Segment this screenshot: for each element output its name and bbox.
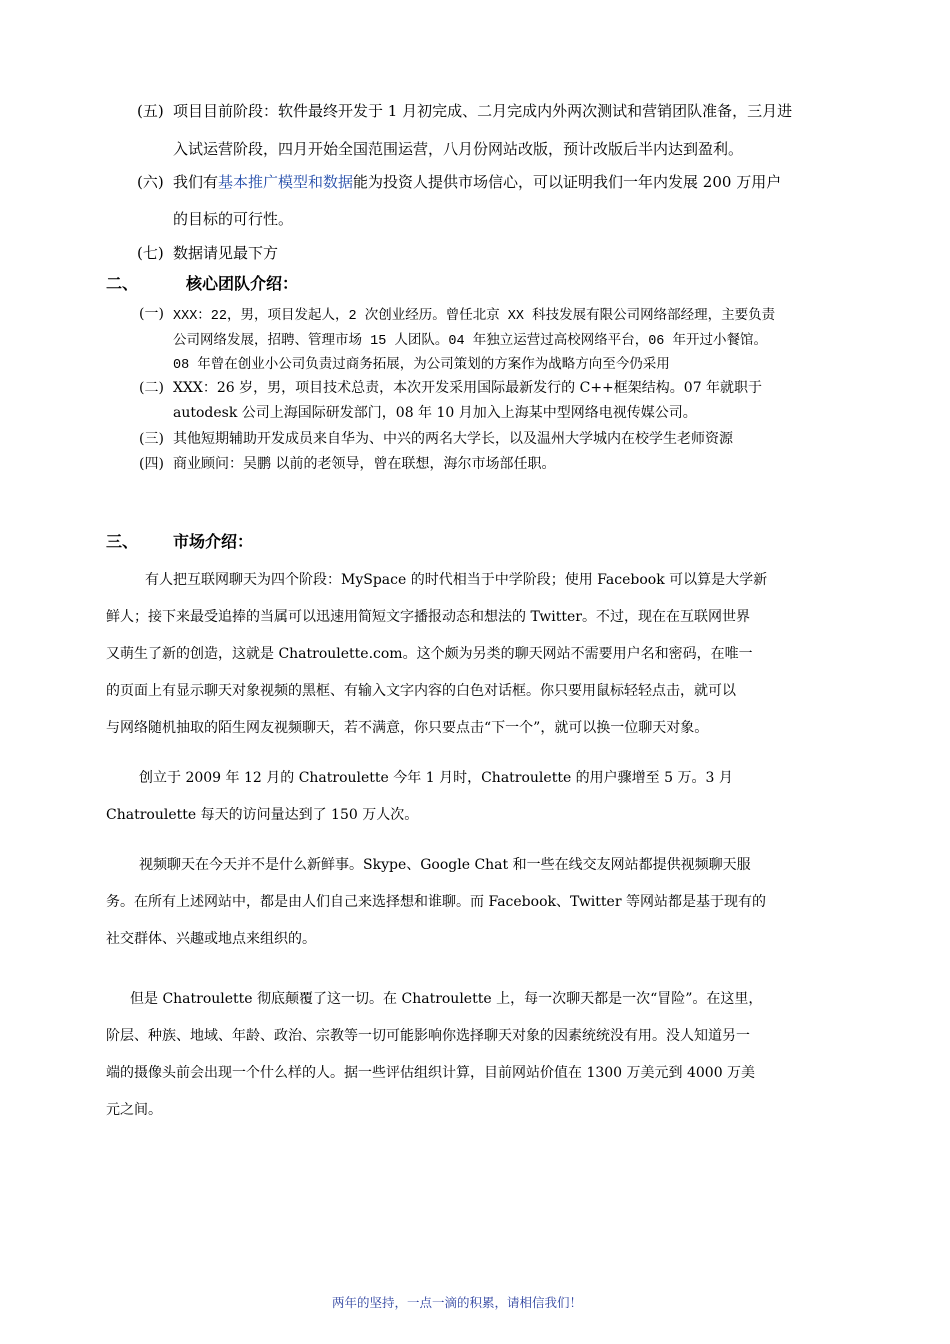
team-marker-4: (四) [139,456,164,472]
team-member-4-line-1: 商业顾问：吴鹏 以前的老领导，曾在联想，海尔市场部任职。 [173,456,556,472]
market-paragraph-1-line-5: 与网络随机抽取的陌生网友视频聊天，若不满意，你只要点击“下一个”，就可以换一位聊天对象。 [106,720,709,736]
market-paragraph-4-line-1: 但是 Chatroulette 彻底颠覆了这一切。在 Chatroulette 上，每一次聊天都是一次“冒险”。在这里， [130,991,763,1007]
team-member-2-line-1: XXX：26 岁，男，项目技术总责，本次开发采用国际最新发行的 C++框架结构。07 年就职于 [173,380,763,396]
team-marker-3: (三) [139,431,164,447]
promotion-text-line-1 [173,171,781,192]
market-paragraph-4-line-2: 阶层、种族、地域、年龄、政治、宗教等一切可能影响你选择聊天对象的因素统统没有用。没人知道另一 [106,1028,750,1044]
market-paragraph-1-line-4: 的页面上有显示聊天对象视频的黑框、有输入文字内容的白色对话框。你只要用鼠标轻轻点击，就可以 [106,683,736,699]
team-member-1-line-3: 08 年曾在创业小公司负责过商务拓展，为公司策划的方案作为战略方向至今仍采用 [173,358,670,373]
market-paragraph-4-line-4: 元之间。 [106,1102,162,1118]
list-marker-6: (六) [137,173,164,191]
section-two-number: 二、 [106,274,139,293]
page-footer: 两年的坚持，一点一滴的积累，请相信我们！ [332,1295,583,1310]
promotion-text-pre: 我们有 [173,173,219,191]
team-member-3-line-1: 其他短期辅助开发成员来自华为、中兴的两名大学长，以及温州大学城内在校学生老师资源 [173,431,733,447]
team-member-1-line-2: 公司网络发展，招聘、管理市场 15 人团队。04 年独立运营过高校网络平台，06 年开过小餐馆。 [173,334,768,349]
market-paragraph-2-line-2: Chatroulette 每天的访问量达到了 150 万人次。 [106,807,419,823]
section-two-title: 核心团队介绍： [186,274,299,293]
promotion-text-post: 能为投资人提供市场信心，可以证明我们一年内发展 200 万用户 [353,173,782,191]
market-paragraph-1-line-3: 又萌生了新的创造，这就是 Chatroulette.com。这个颇为另类的聊天网站不需要用户名和密码，在唯一 [106,646,753,662]
market-paragraph-4-line-3: 端的摄像头前会出现一个什么样的人。据一些评估组织计算，目前网站价值在 1300 万美元到 4000 万美 [106,1065,756,1081]
market-paragraph-3-line-1: 视频聊天在今天并不是什么新鲜事。Skype、Google Chat 和一些在线交友网站都提供视频聊天服 [139,857,751,873]
promotion-model-link[interactable]: 基本推广模型和数据 [218,173,354,191]
market-paragraph-1-line-1: 有人把互联网聊天为四个阶段：MySpace 的时代相当于中学阶段；使用 Facebook 可以算是大学新 [145,572,768,588]
market-paragraph-3-line-3: 社交群体、兴趣或地点来组织的。 [106,931,316,947]
team-member-2-line-2: autodesk 公司上海国际研发部门，08 年 10 月加入上海某中型网络电视传媒公司。 [173,405,697,421]
list-marker-5: (五) [137,102,164,120]
data-note: 数据请见最下方 [173,244,279,262]
market-paragraph-2-line-1: 创立于 2009 年 12 月的 Chatroulette 今年 1 月时，Chatroulette 的用户骤增至 5 万。3 月 [139,770,733,786]
promotion-text-line-2: 的目标的可行性。 [173,210,294,228]
market-paragraph-1-line-2: 鲜人；接下来最受追捧的当属可以迅速用简短文字播报动态和想法的 Twitter。不过，现在在互联网世界 [106,609,750,625]
team-member-1-line-1: XXX：22，男，项目发起人，2 次创业经历。曾任北京 XX 科技发展有限公司网络部经理，主要负责 [173,309,776,324]
list-marker-7: (七) [137,244,164,262]
section-three-title: 市场介绍： [173,532,254,551]
stage-text-line-1: 项目目前阶段：软件最终开发于 1 月初完成、二月完成内外两次测试和营销团队准备，三月进 [173,102,793,120]
section-three-number: 三、 [106,532,139,551]
team-marker-1: (一) [139,306,164,322]
stage-text-line-2: 入试运营阶段，四月开始全国范围运营，八月份网站改版，预计改版后半内达到盈利。 [173,140,744,158]
team-marker-2: (二) [139,380,164,396]
market-paragraph-3-line-2: 务。在所有上述网站中，都是由人们自己来选择想和谁聊。而 Facebook、Twitter 等网站都是基于现有的 [106,894,766,910]
